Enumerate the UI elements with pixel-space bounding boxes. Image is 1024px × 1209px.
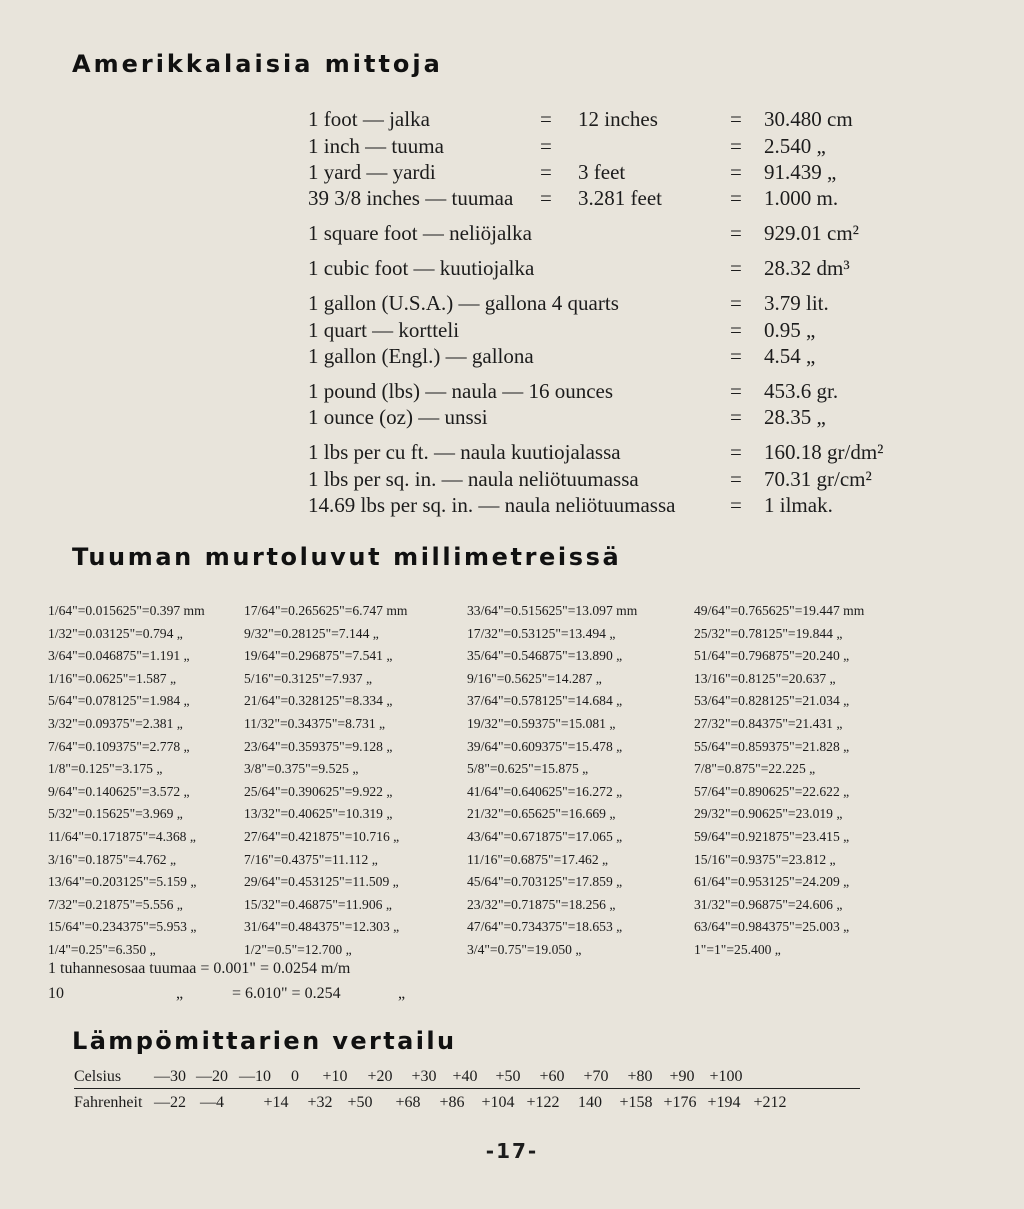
measure-metric-value: 28.35 „ [764, 405, 826, 429]
measure-metric-value: 1 ilmak. [764, 493, 833, 517]
fraction-cell: 53/64"=0.828125"=21.034 „ [694, 693, 850, 709]
fraction-cell: 45/64"=0.703125"=17.859 „ [467, 874, 623, 890]
measure-row [0, 493, 1024, 519]
fahrenheit-label: Fahrenheit [74, 1094, 143, 1111]
measure-equals-metric: = [730, 107, 742, 131]
measure-label: 1 pound (lbs) — naula — 16 ounces [308, 379, 614, 403]
fahrenheit-row [74, 1094, 874, 1114]
fraction-cell: 13/32"=0.40625"=10.319 „ [244, 806, 393, 822]
heading-american-measures: Amerikkalaisia mittoja [72, 50, 443, 78]
fraction-row [0, 716, 1024, 738]
measure-label: 1 quart — kortteli [308, 318, 460, 342]
fraction-cell: 39/64"=0.609375"=15.478 „ [467, 738, 623, 754]
fahrenheit-value: +14 [263, 1094, 289, 1111]
fraction-row [0, 693, 1024, 715]
measure-equals-metric: = [730, 186, 742, 210]
measure-row [0, 160, 1024, 186]
measure-equals: = [540, 134, 552, 158]
fahrenheit-value: +50 [347, 1094, 373, 1111]
fraction-cell: 37/64"=0.578125"=14.684 „ [467, 693, 623, 709]
fraction-cell: 5/32"=0.15625"=3.969 „ [48, 806, 183, 822]
measure-equals-metric: = [730, 440, 742, 464]
fraction-cell: 35/64"=0.546875"=13.890 „ [467, 648, 623, 664]
fraction-cell: 1/8"=0.125"=3.175 „ [48, 761, 163, 777]
fraction-cell: 31/32"=0.96875"=24.606 „ [694, 896, 843, 912]
fahrenheit-value: —22 [154, 1094, 186, 1111]
measure-row [0, 186, 1024, 212]
fraction-cell: 51/64"=0.796875"=20.240 „ [694, 648, 850, 664]
temperature-divider [74, 1088, 860, 1089]
fahrenheit-value: +158 [619, 1094, 653, 1111]
heading-thermometer-comparison: Lämpömittarien vertailu [72, 1027, 457, 1055]
fraction-cell: 5/8"=0.625"=15.875 „ [467, 761, 589, 777]
fahrenheit-value: +122 [526, 1094, 560, 1111]
fraction-cell: 29/64"=0.453125"=11.509 „ [244, 874, 399, 890]
fraction-cell: 33/64"=0.515625"=13.097 mm [467, 603, 638, 618]
fraction-cell: 19/64"=0.296875"=7.541 „ [244, 648, 393, 664]
measure-metric-value: 453.6 gr. [764, 379, 839, 403]
fraction-cell: 1/2"=0.5"=12.700 „ [244, 942, 352, 957]
fraction-row [0, 829, 1024, 851]
measure-equals-metric: = [730, 291, 742, 315]
fraction-cell: 9/16"=0.5625"=14.287 „ [467, 670, 602, 686]
fraction-cell: 13/64"=0.203125"=5.159 „ [48, 874, 197, 890]
note-thousandth-inch: 1 tuhannesosaa tuumaa = 0.001" = 0.0254 m/m [48, 960, 351, 977]
fraction-cell: 17/64"=0.265625"=6.747 mm [244, 603, 408, 618]
celsius-value: —10 [239, 1068, 271, 1085]
measure-equals-metric: = [730, 493, 742, 517]
note-ditto-mark: „ [176, 985, 184, 1002]
fraction-cell: 3/8"=0.375"=9.525 „ [244, 761, 359, 777]
measure-row [0, 379, 1024, 405]
fraction-row [0, 603, 1024, 625]
fahrenheit-value: +176 [663, 1094, 697, 1111]
celsius-value: —20 [196, 1068, 228, 1085]
celsius-value: +80 [627, 1068, 653, 1085]
measure-metric-value: 2.540 „ [764, 134, 826, 158]
fraction-cell: 31/64"=0.484375"=12.303 „ [244, 919, 400, 935]
measure-row [0, 440, 1024, 466]
measure-label: 1 cubic foot — kuutiojalka [308, 256, 535, 280]
fraction-cell: 11/16"=0.6875"=17.462 „ [467, 851, 609, 867]
measure-metric-value: 929.01 cm² [764, 221, 859, 245]
note-ditto-mark-end: „ [398, 985, 406, 1002]
fahrenheit-value: +86 [439, 1094, 465, 1111]
fraction-cell: 29/32"=0.90625"=23.019 „ [694, 806, 843, 822]
fraction-row [0, 874, 1024, 896]
fraction-cell: 15/16"=0.9375"=23.812 „ [694, 851, 836, 867]
measure-metric-value: 91.439 „ [764, 160, 837, 184]
celsius-value: +40 [452, 1068, 478, 1085]
measure-label: 1 square foot — neliöjalka [308, 221, 532, 245]
fraction-cell: 23/32"=0.71875"=18.256 „ [467, 896, 616, 912]
measure-metric-value: 4.54 „ [764, 344, 816, 368]
fahrenheit-value: +104 [481, 1094, 515, 1111]
celsius-value: +100 [709, 1068, 743, 1085]
fahrenheit-value: —4 [200, 1094, 224, 1111]
celsius-value: +20 [367, 1068, 393, 1085]
fahrenheit-value: 140 [578, 1094, 602, 1111]
fraction-row [0, 919, 1024, 941]
fraction-cell: 3/32"=0.09375"=2.381 „ [48, 716, 183, 731]
measure-equals-metric: = [730, 467, 742, 491]
measure-value: 3 feet [578, 160, 626, 184]
fraction-cell: 7/64"=0.109375"=2.778 „ [48, 738, 190, 754]
measure-metric-value: 70.31 gr/cm² [764, 467, 872, 491]
measure-equals: = [540, 160, 552, 184]
fraction-cell: 3/4"=0.75"=19.050 „ [467, 942, 582, 957]
heading-inch-fractions: Tuuman murtoluvut millimetreissä [72, 543, 622, 571]
fraction-cell: 11/32"=0.34375"=8.731 „ [244, 716, 386, 731]
fraction-cell: 7/8"=0.875"=22.225 „ [694, 761, 816, 777]
fraction-cell: 21/32"=0.65625"=16.669 „ [467, 806, 616, 822]
fraction-cell: 59/64"=0.921875"=23.415 „ [694, 829, 850, 844]
fraction-row [0, 806, 1024, 828]
measure-metric-value: 160.18 gr/dm² [764, 440, 884, 464]
fahrenheit-value: +212 [753, 1094, 787, 1111]
fraction-row [0, 761, 1024, 783]
fraction-row [0, 648, 1024, 670]
measure-value: 12 inches [578, 107, 658, 131]
measure-equals-metric: = [730, 405, 742, 429]
measure-label: 1 yard — yardi [308, 160, 436, 184]
measure-equals-metric: = [730, 256, 742, 280]
measure-label: 1 ounce (oz) — unssi [308, 405, 488, 429]
celsius-label: Celsius [74, 1068, 122, 1085]
fraction-cell: 5/64"=0.078125"=1.984 „ [48, 693, 190, 709]
measure-equals: = [540, 107, 552, 131]
fraction-cell: 1/32"=0.03125"=0.794 „ [48, 625, 183, 641]
note-ten-left: 10 [48, 985, 64, 1002]
fraction-cell: 27/64"=0.421875"=10.716 „ [244, 829, 400, 844]
measure-label: 39 3/8 inches — tuumaa [308, 186, 514, 210]
fraction-cell: 1/16"=0.0625"=1.587 „ [48, 670, 176, 686]
measure-equals-metric: = [730, 318, 742, 342]
fraction-cell: 7/16"=0.4375"=11.112 „ [244, 851, 378, 867]
fraction-cell: 9/64"=0.140625"=3.572 „ [48, 783, 190, 799]
celsius-value: 0 [291, 1068, 299, 1085]
measure-metric-value: 3.79 lit. [764, 291, 829, 315]
fraction-cell: 7/32"=0.21875"=5.556 „ [48, 896, 183, 912]
celsius-row [74, 1068, 874, 1088]
celsius-value: +30 [411, 1068, 437, 1085]
fraction-cell: 43/64"=0.671875"=17.065 „ [467, 829, 623, 844]
measure-row [0, 256, 1024, 282]
fahrenheit-value: +194 [707, 1094, 741, 1111]
fraction-cell: 25/64"=0.390625"=9.922 „ [244, 783, 393, 799]
fraction-cell: 19/32"=0.59375"=15.081 „ [467, 716, 616, 731]
fraction-cell: 17/32"=0.53125"=13.494 „ [467, 625, 616, 641]
measure-label: 1 gallon (U.S.A.) — gallona 4 quarts [308, 291, 619, 315]
measure-value: 3.281 feet [578, 186, 662, 210]
fraction-cell: 21/64"=0.328125"=8.334 „ [244, 693, 393, 709]
measure-row [0, 221, 1024, 247]
fraction-cell: 15/32"=0.46875"=11.906 „ [244, 896, 392, 912]
fraction-row [0, 626, 1024, 648]
fraction-cell: 13/16"=0.8125"=20.637 „ [694, 670, 836, 686]
fraction-cell: 15/64"=0.234375"=5.953 „ [48, 919, 197, 935]
fraction-cell: 41/64"=0.640625"=16.272 „ [467, 783, 623, 799]
fraction-row [0, 852, 1024, 874]
fraction-row [0, 784, 1024, 806]
measure-row [0, 134, 1024, 160]
measure-label: 14.69 lbs per sq. in. — naula neliötuumassa [308, 493, 676, 517]
measure-equals-metric: = [730, 134, 742, 158]
measure-row [0, 344, 1024, 370]
fraction-row [0, 739, 1024, 761]
fraction-cell: 1/64"=0.015625"=0.397 mm [48, 603, 205, 618]
fraction-cell: 57/64"=0.890625"=22.622 „ [694, 783, 850, 799]
fraction-cell: 63/64"=0.984375"=25.003 „ [694, 919, 850, 935]
fraction-cell: 1"=1"=25.400 „ [694, 942, 781, 957]
fraction-cell: 1/4"=0.25"=6.350 „ [48, 942, 156, 957]
measure-equals-metric: = [730, 221, 742, 245]
measure-label: 1 inch — tuuma [308, 134, 444, 158]
measure-label: 1 foot — jalka [308, 107, 430, 131]
fraction-row [0, 671, 1024, 693]
page-number: -17- [485, 1139, 539, 1163]
celsius-value: +10 [322, 1068, 348, 1085]
celsius-value: +60 [539, 1068, 565, 1085]
measure-row [0, 405, 1024, 431]
fahrenheit-value: +32 [307, 1094, 333, 1111]
note-ten-value: = 6.010" = 0.254 [232, 985, 341, 1002]
fraction-cell: 25/32"=0.78125"=19.844 „ [694, 625, 843, 641]
fraction-cell: 55/64"=0.859375"=21.828 „ [694, 738, 850, 754]
measure-row [0, 291, 1024, 317]
measure-metric-value: 0.95 „ [764, 318, 816, 342]
measure-equals-metric: = [730, 379, 742, 403]
measure-row [0, 107, 1024, 133]
fraction-cell: 5/16"=0.3125"=7.937 „ [244, 670, 372, 686]
measure-equals: = [540, 186, 552, 210]
fraction-cell: 9/32"=0.28125"=7.144 „ [244, 625, 379, 641]
measure-metric-value: 30.480 cm [764, 107, 853, 131]
fraction-row [0, 897, 1024, 919]
measure-metric-value: 28.32 dm³ [764, 256, 850, 280]
measure-equals-metric: = [730, 160, 742, 184]
fraction-cell: 61/64"=0.953125"=24.209 „ [694, 874, 850, 890]
measure-label: 1 gallon (Engl.) — gallona [308, 344, 534, 368]
measure-label: 1 lbs per cu ft. — naula kuutiojalassa [308, 440, 621, 464]
fraction-cell: 27/32"=0.84375"=21.431 „ [694, 716, 843, 731]
celsius-value: +90 [669, 1068, 695, 1085]
celsius-value: +70 [583, 1068, 609, 1085]
measure-row [0, 467, 1024, 493]
celsius-value: —30 [154, 1068, 186, 1085]
measure-label: 1 lbs per sq. in. — naula neliötuumassa [308, 467, 639, 491]
measure-metric-value: 1.000 m. [764, 186, 839, 210]
measure-equals-metric: = [730, 344, 742, 368]
fraction-cell: 47/64"=0.734375"=18.653 „ [467, 919, 623, 935]
measure-row [0, 318, 1024, 344]
fraction-cell: 23/64"=0.359375"=9.128 „ [244, 738, 393, 754]
fraction-cell: 11/64"=0.171875"=4.368 „ [48, 829, 196, 844]
fraction-cell: 3/16"=0.1875"=4.762 „ [48, 851, 176, 867]
fraction-cell: 49/64"=0.765625"=19.447 mm [694, 603, 865, 618]
fraction-cell: 3/64"=0.046875"=1.191 „ [48, 648, 190, 664]
fahrenheit-value: +68 [395, 1094, 421, 1111]
celsius-value: +50 [495, 1068, 521, 1085]
